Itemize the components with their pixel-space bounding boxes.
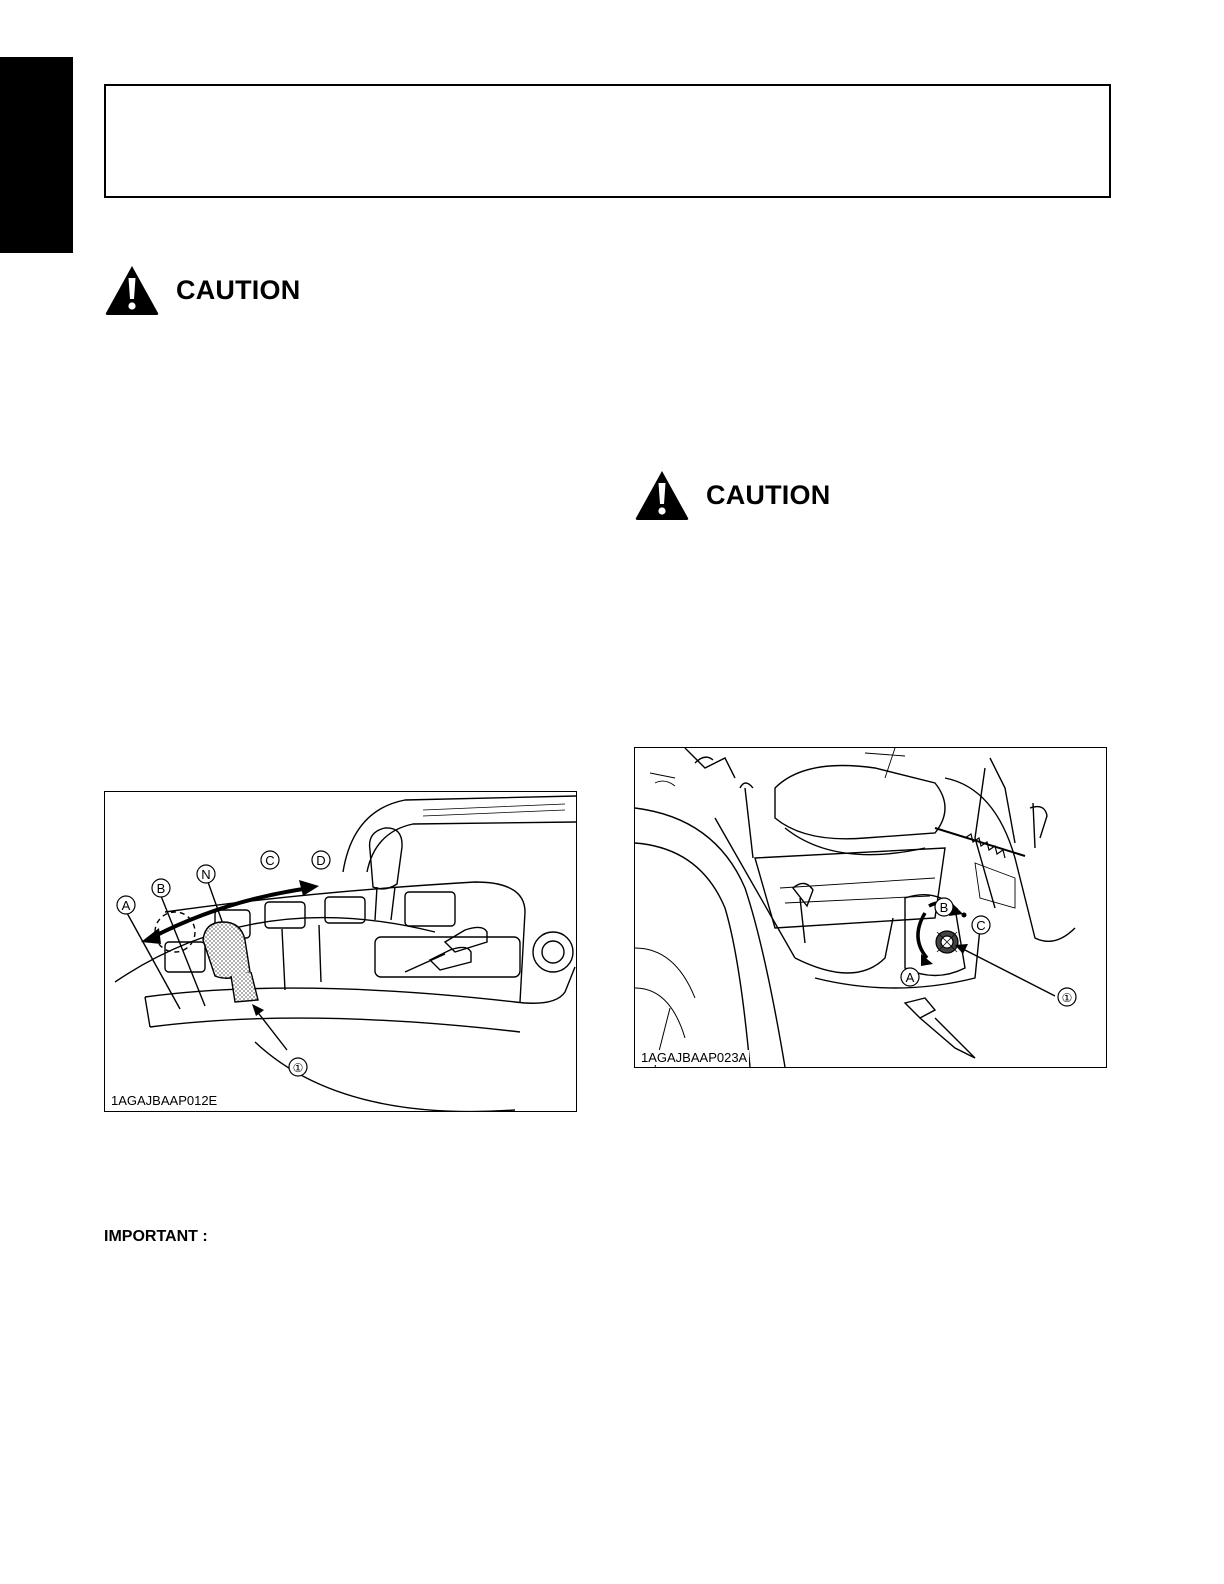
caution-heading-left [104, 264, 300, 316]
callout-label-1: ① [1061, 991, 1073, 1005]
callout-label-b: B [939, 900, 949, 915]
figure-shift-lever [104, 791, 577, 1112]
callout-label-c: C [976, 918, 986, 933]
warning-triangle-icon [634, 469, 690, 521]
seat-adjust-illustration [635, 748, 1106, 1067]
caution-heading-right [634, 469, 830, 521]
figure-seat-adjust [634, 747, 1107, 1068]
caution-label: CAUTION [706, 479, 831, 510]
header-box [104, 84, 1111, 198]
callout-label-1: ① [292, 1061, 304, 1075]
callout-label-d: D [316, 853, 326, 868]
figure-code: 1AGAJBAAP023A [641, 1050, 748, 1065]
warning-triangle-icon [104, 264, 160, 316]
section-tab [0, 57, 73, 253]
shift-lever-illustration [105, 792, 576, 1111]
callout-label-a: A [121, 898, 131, 913]
caution-label: CAUTION [176, 274, 301, 305]
callout-label-n: N [201, 867, 211, 882]
important-label: IMPORTANT : [104, 1228, 208, 1245]
callout-label-a: A [905, 970, 915, 985]
callout-label-c: C [265, 853, 275, 868]
figure-code: 1AGAJBAAP012E [111, 1093, 218, 1108]
callout-label-b: B [156, 881, 166, 896]
